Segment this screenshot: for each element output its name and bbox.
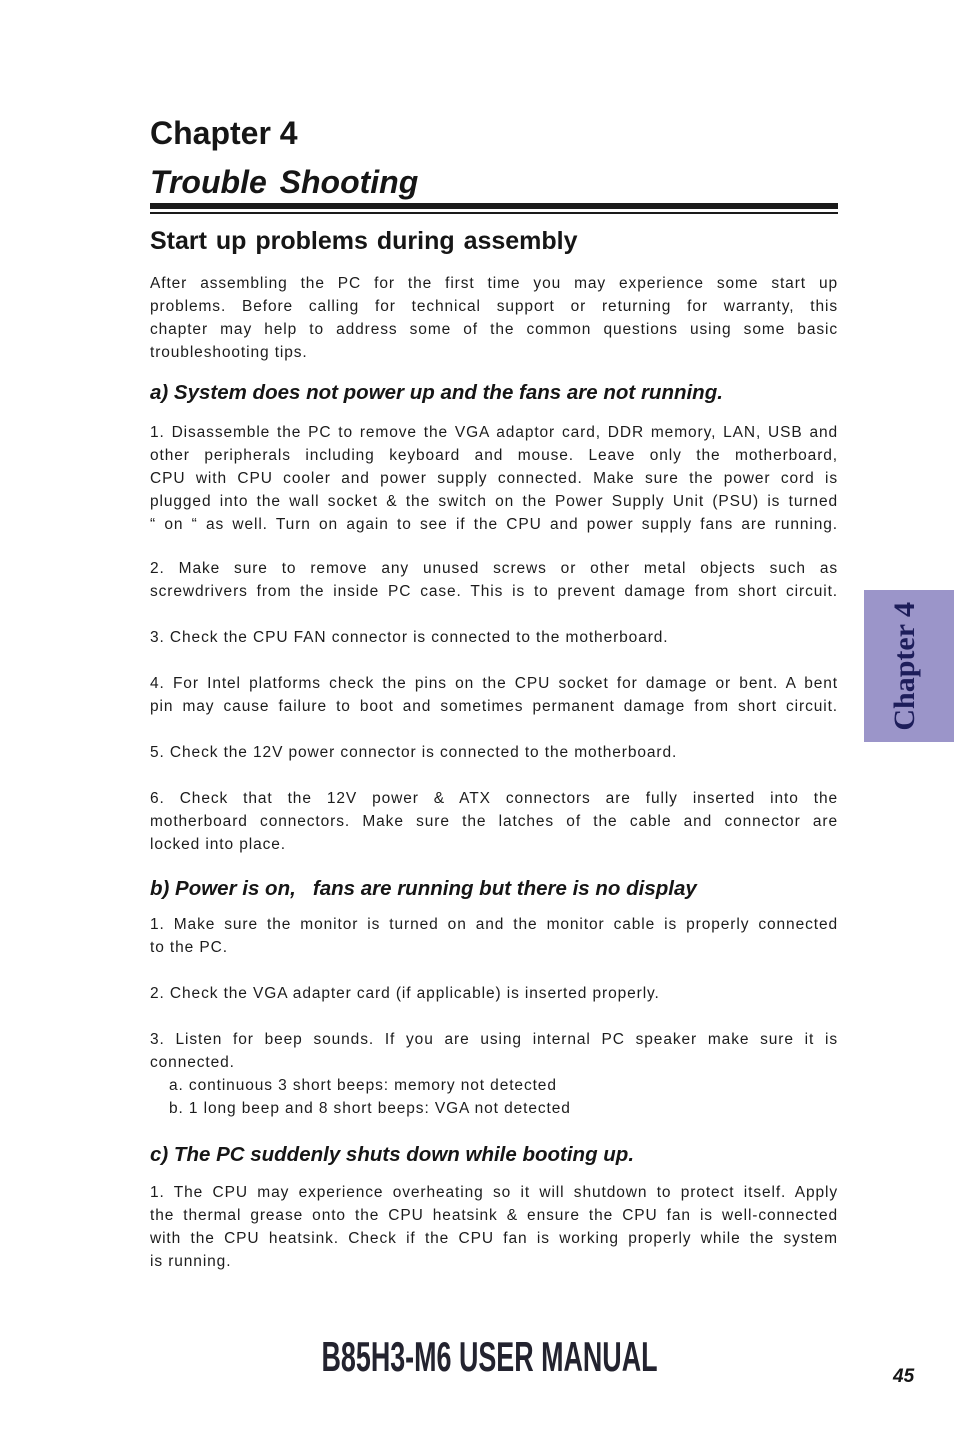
troubleshoot-item xyxy=(150,1028,838,1120)
text-line: 3. Check the CPU FAN connector is connected to the motherboard. xyxy=(150,629,669,646)
troubleshoot-item xyxy=(150,557,838,603)
troubleshoot-item xyxy=(150,1181,838,1273)
text-line: 4. For Intel platforms check the pins on the CPU socket for damage or bent. A bent xyxy=(150,675,838,692)
text-line: After assembling the PC for the first time you may experience some start up xyxy=(150,275,838,292)
text-line: to the PC. xyxy=(150,939,228,956)
problem-heading-b: b) Power is on, fans are running but there is no display xyxy=(150,877,697,900)
text-line: connected. xyxy=(150,1054,235,1071)
text-line: other peripherals including keyboard and mouse. Leave only the motherboard, xyxy=(150,447,838,464)
footer-manual-title xyxy=(190,1333,790,1381)
text-line: 2. Check the VGA adapter card (if applicable) is inserted properly. xyxy=(150,985,660,1002)
text-line: 5. Check the 12V power connector is connected to the motherboard. xyxy=(150,744,678,761)
intro-paragraph xyxy=(150,272,838,364)
text-line: screwdrivers from the inside PC case. This is to prevent damage from short circuit. xyxy=(150,583,838,600)
text-line: 1. Make sure the monitor is turned on and the monitor cable is properly connected xyxy=(150,916,838,933)
troubleshoot-item xyxy=(150,913,838,959)
text-line: with the CPU heatsink. Check if the CPU fan is working properly while the system xyxy=(150,1230,838,1247)
chapter-side-tab xyxy=(864,590,954,742)
text-line: the thermal grease onto the CPU heatsink & ensure the CPU fan is well-connected xyxy=(150,1207,838,1224)
beep-code-item: a. continuous 3 short beeps: memory not detected xyxy=(169,1077,557,1094)
beep-code-item: b. 1 long beep and 8 short beeps: VGA not detected xyxy=(169,1100,571,1117)
troubleshoot-item xyxy=(150,626,838,649)
text-line: 2. Make sure to remove any unused screws or other metal objects such as xyxy=(150,560,838,577)
chapter-label: Chapter 4 xyxy=(150,115,298,151)
troubleshoot-item xyxy=(150,787,838,856)
side-tab-label: Chapter 4 xyxy=(888,601,921,731)
text-line: motherboard connectors. Make sure the latches of the cable and connector are xyxy=(150,813,838,830)
troubleshoot-item xyxy=(150,421,838,536)
troubleshoot-item xyxy=(150,672,838,718)
troubleshoot-item xyxy=(150,982,838,1005)
text-line: pin may cause failure to boot and sometimes permanent damage from short circuit. xyxy=(150,698,838,715)
text-line: “ on “ as well. Turn on again to see if the CPU and power supply fans are running. xyxy=(150,516,838,533)
troubleshoot-item xyxy=(150,741,838,764)
text-line: problems. Before calling for technical support or returning for warranty, this xyxy=(150,298,838,315)
text-line: 3. Listen for beep sounds. If you are using internal PC speaker make sure it is xyxy=(150,1031,838,1048)
text-line: 6. Check that the 12V power & ATX connectors are fully inserted into the xyxy=(150,790,838,807)
problem-heading-a: a) System does not power up and the fans are not running. xyxy=(150,381,723,404)
text-line: chapter may help to address some of the common questions using some basic xyxy=(150,321,838,338)
text-line: 1. Disassemble the PC to remove the VGA adaptor card, DDR memory, LAN, USB and xyxy=(150,424,838,441)
text-line: locked into place. xyxy=(150,836,286,853)
header-rule-thin xyxy=(150,212,838,214)
manual-title-text: B85H3-M6 USER MANUAL xyxy=(321,1333,659,1380)
text-line: 1. The CPU may experience overheating so it will shutdown to protect itself. Apply xyxy=(150,1184,838,1201)
section-title: Start up problems during assembly xyxy=(150,227,578,255)
header-rule-thick xyxy=(150,203,838,209)
text-line: is running. xyxy=(150,1253,232,1270)
text-line: plugged into the wall socket & the switch on the Power Supply Unit (PSU) is turned xyxy=(150,493,838,510)
text-line: troubleshooting tips. xyxy=(150,344,308,361)
page-number: 45 xyxy=(893,1366,915,1387)
text-line: CPU with CPU cooler and power supply connected. Make sure the power cord is xyxy=(150,470,838,487)
chapter-title: Trouble Shooting xyxy=(150,164,419,200)
problem-heading-c: c) The PC suddenly shuts down while booting up. xyxy=(150,1143,635,1166)
